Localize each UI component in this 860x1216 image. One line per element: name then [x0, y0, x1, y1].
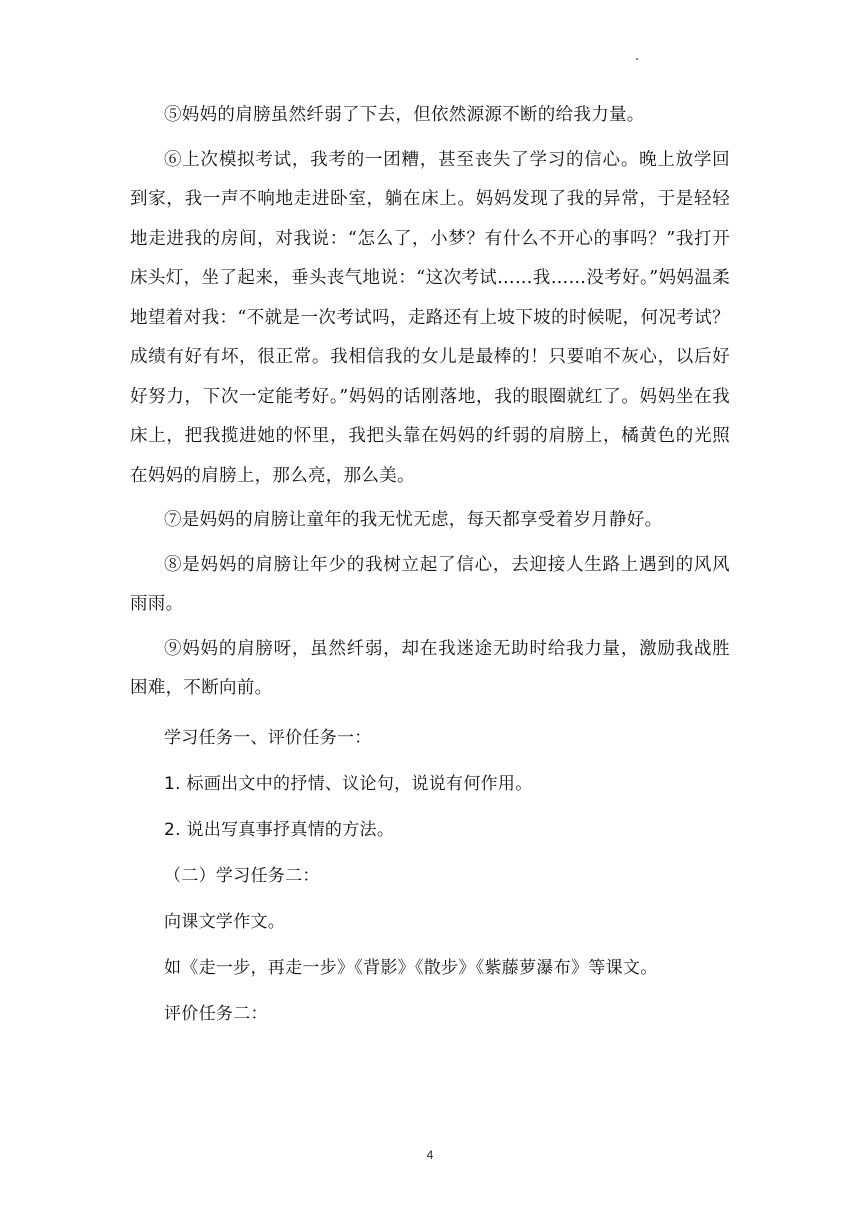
paragraph-6: ⑥上次模拟考试，我考的一团糟，甚至丧失了学习的信心。晚上放学回到家，我一声不响地走进卧室，躺在床上。妈妈发现了我的异常，于是轻轻地走进我的房间，对我说：“怎么了，小梦？有什么不开心的事吗？”我打开床头灯，坐了起来，垂头丧气地说：“这次考试……我……没考好。”妈妈温柔地望着对我：“不就是一次考试吗，走路还有上坡下坡的时候呢，何况考试？成绩有好有坏，很正常。我相信我的女儿是最棒的！只要咱不灰心，以后好好努力，下次一定能考好。”妈妈的话刚落地，我的眼圈就红了。妈妈坐在我床上，把我揽进她的怀里，我把头靠在妈妈的纤弱的肩膀上，橘黄色的光照在妈妈的肩膀上，那么亮，那么美。 — [130, 149, 730, 486]
task2-heading: （二）学习任务二： — [164, 865, 320, 886]
paragraph-8: ⑧是妈妈的肩膀让年少的我树立起了信心，去迎接人生路上遇到的风风雨雨。 — [130, 554, 730, 614]
task2-line-2: 如《走一步，再走一步》《背影》《散步》《紫藤萝瀑布》等课文。 — [164, 957, 658, 978]
paragraph-7: ⑦是妈妈的肩膀让童年的我无忧无虑，每天都享受着岁月静好。 — [164, 510, 663, 530]
eval2-heading: 评价任务二： — [164, 1003, 268, 1024]
page-number: 4 — [426, 1148, 434, 1162]
document-body — [130, 96, 730, 1033]
task1-heading: 学习任务一、评价任务一： — [164, 727, 372, 748]
corner-mark — [636, 58, 638, 60]
task1-item-2: 2. 说出写真事抒真情的方法。 — [164, 819, 395, 840]
task1-item-1: 1. 标画出文中的抒情、议论句，说说有何作用。 — [164, 773, 533, 794]
paragraph-5: ⑤妈妈的肩膀虽然纤弱了下去，但依然源源不断的给我力量。 — [164, 105, 645, 125]
paragraph-9: ⑨妈妈的肩膀呀，虽然纤弱，却在我迷途无助时给我力量，激励我战胜困难，不断向前。 — [130, 638, 730, 698]
task2-line-1: 向课文学作文。 — [164, 911, 286, 932]
